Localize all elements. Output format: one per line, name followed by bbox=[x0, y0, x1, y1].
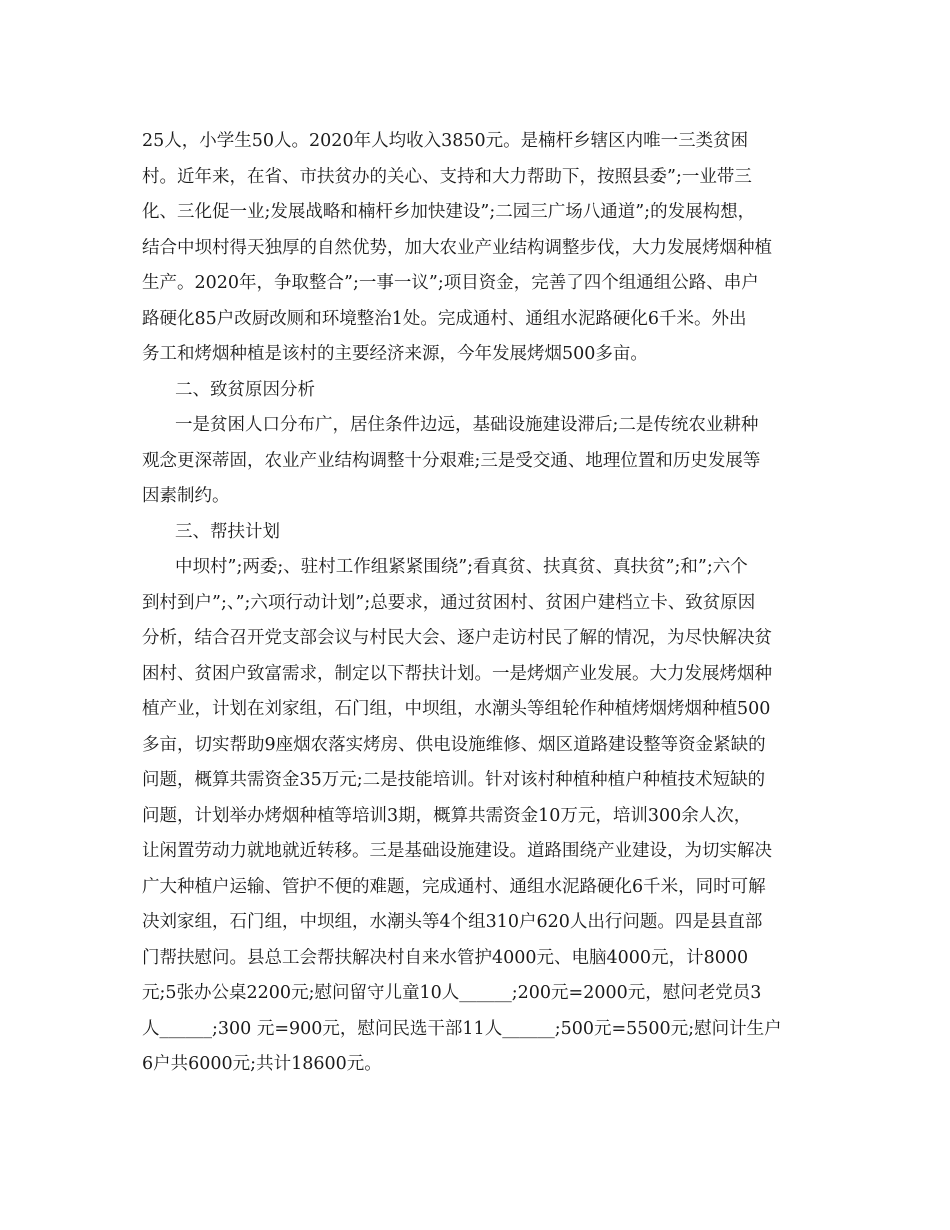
paragraph-line: 植产业，计划在刘家组，石门组，中坝组，水潮头等组轮作种植烤烟烤烟种植500 bbox=[142, 699, 771, 719]
paragraph-line: 困村、贫困户致富需求，制定以下帮扶计划。一是烤烟产业发展。大力发展烤烟种 bbox=[142, 663, 772, 684]
paragraph-line: 决刘家组，石门组，中坝组，水潮头等4个组310户620人出行问题。四是县直部 bbox=[142, 912, 763, 932]
paragraph-line: 中坝村”;两委;、驻村工作组紧紧围绕”;看真贫、扶真贫、真扶贫”;和”;六个 bbox=[175, 557, 748, 577]
paragraph-line: 化、三化促一业;发展战略和楠杆乡加快建设”;二园三广场八通道”;的发展构想， bbox=[142, 202, 756, 222]
paragraph-line: 门帮扶慰问。县总工会帮扶解决村自来水管护4000元、电脑4000元，计8000 bbox=[142, 947, 749, 968]
paragraph-line: 到村到户”;、”;六项行动计划”;总要求，通过贫困村、贫困户建档立卡、致贫原因 bbox=[142, 592, 756, 613]
paragraph-line: 路硬化85户改厨改厕和环境整治1处。完成通村、通组水泥路硬化6千米。外出 bbox=[142, 308, 747, 329]
paragraph-line: 元;5张办公桌2200元;慰问留守儿童10人______;200元=2000元，慰问老党员3 bbox=[142, 983, 762, 1003]
paragraph-line: 广大种植户运输、管护不便的难题，完成通村、通组水泥路硬化6千米，同时可解 bbox=[142, 876, 766, 897]
paragraph-line: 分析，结合召开党支部会议与村民大会、逐户走访村民了解的情况，为尽快解决贫 bbox=[142, 628, 772, 648]
paragraph-line: 人______;300 元=900元，慰问民选干部11人______;500元=5500元;慰问计生户 bbox=[142, 1018, 782, 1039]
paragraph-line: 25人，小学生50人。2020年人均收入3850元。是楠杆乡辖区内唯一三类贫困 bbox=[142, 131, 749, 151]
paragraph-line: 务工和烤烟种植是该村的主要经济来源，今年发展烤烟500多亩。 bbox=[142, 344, 648, 364]
paragraph-line: 村。近年来，在省、市扶贫办的关心、支持和大力帮助下，按照县委”;一业带三 bbox=[142, 166, 752, 187]
section-heading-assistance-plan: 三、帮扶计划 bbox=[175, 521, 280, 542]
document-body bbox=[142, 124, 812, 1083]
paragraph-line: 一是贫困人口分布广，居住条件边远，基础设施建设滞后;二是传统农业耕种 bbox=[175, 415, 759, 435]
paragraph-line: 让闲置劳动力就地就近转移。三是基础设施建设。道路围绕产业建设，为切实解决 bbox=[142, 841, 772, 861]
paragraph-line: 问题，概算共需资金35万元;二是技能培训。针对该村种植种植户种植技术短缺的 bbox=[142, 770, 766, 790]
paragraph-line: 问题，计划举办烤烟种植等培训3期，概算共需资金10万元，培训300余人次， bbox=[142, 805, 752, 826]
paragraph-line: 多亩，切实帮助9座烟农落实烤房、供电设施维修、烟区道路建设整等资金紧缺的 bbox=[142, 734, 766, 755]
paragraph-line: 因素制约。 bbox=[142, 486, 230, 506]
paragraph-line: 观念更深蒂固，农业产业结构调整十分艰难;三是受交通、地理位置和历史发展等 bbox=[142, 450, 761, 471]
section-heading-poverty-causes: 二、致贫原因分析 bbox=[175, 379, 315, 400]
paragraph-line: 6户共6000元;共计18600元。 bbox=[142, 1054, 382, 1074]
paragraph-line: 生产。2020年，争取整合”;一事一议”;项目资金，完善了四个组通组公路、串户 bbox=[142, 273, 759, 293]
paragraph-line: 结合中坝村得天独厚的自然优势，加大农业产业结构调整步伐，大力发展烤烟种植 bbox=[142, 237, 772, 258]
